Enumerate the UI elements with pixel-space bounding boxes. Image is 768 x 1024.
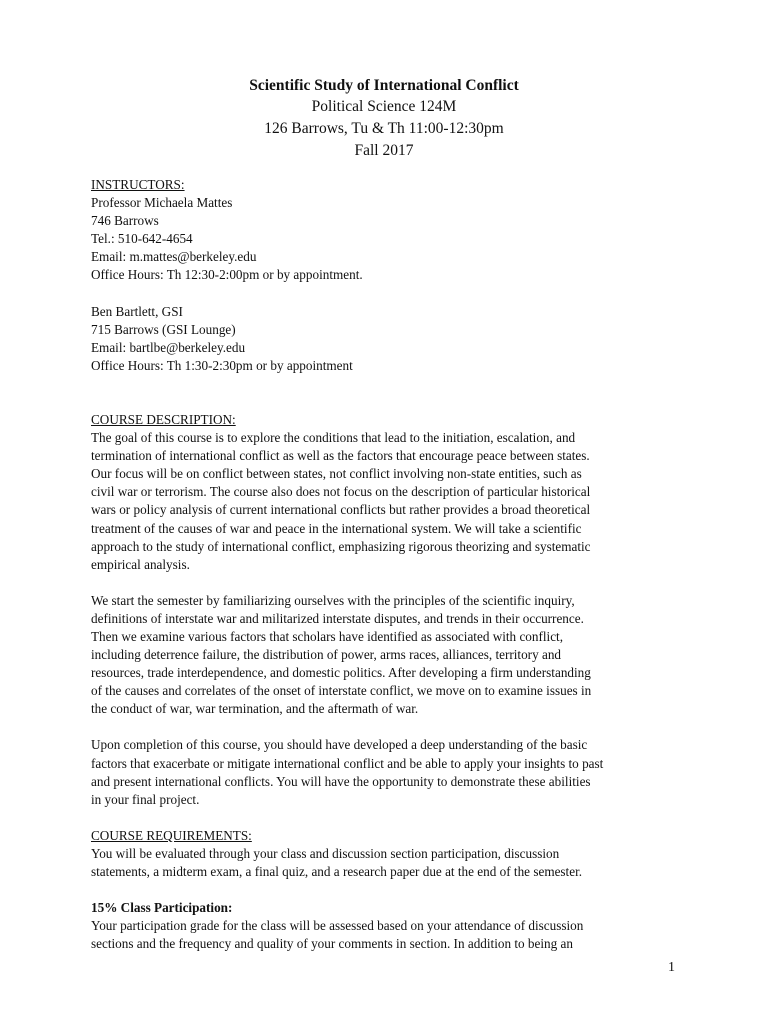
professor-email: Email: m.mattes@berkeley.edu (91, 249, 257, 265)
requirements-paragraph-2 (91, 917, 691, 953)
course-location: 126 Barrows, Tu & Th 11:00-12:30pm (264, 120, 504, 137)
gsi-office: 715 Barrows (GSI Lounge) (91, 321, 236, 337)
gsi-name: Ben Bartlett, GSI (91, 303, 183, 319)
text-line: Then we examine various factors that scholars have identified as associated with conflict, (91, 628, 564, 644)
professor-name: Professor Michaela Mattes (91, 195, 233, 211)
text-line: factors that exacerbate or mitigate international conflict and be able to apply your insights to past (91, 755, 604, 771)
spacer (91, 809, 691, 827)
text-line: approach to the study of international conflict, emphasizing rigorous theorizing and systematic (91, 538, 591, 554)
text-line: We start the semester by familiarizing ourselves with the principles of the scientific inquiry, (91, 592, 575, 608)
page-number: 1 (668, 960, 675, 975)
professor-phone: Tel.: 510-642-4654 (91, 231, 193, 247)
text-line: You will be evaluated through your class and discussion section participation, discussion (91, 845, 560, 861)
professor-office: 746 Barrows (91, 213, 159, 229)
text-line: Upon completion of this course, you should have developed a deep understanding of the basic (91, 737, 588, 753)
class-participation-heading: 15% Class Participation: (91, 900, 233, 916)
professor-office-hours: Office Hours: Th 12:30-2:00pm or by appointment. (91, 267, 363, 283)
text-line: resources, trade interdependence, and domestic politics. After developing a firm understanding (91, 665, 591, 681)
text-line: wars or policy analysis of current international conflicts but rather provides a broad theoretical (91, 502, 591, 518)
text-line: and present international conflicts. You will have the opportunity to demonstrate these abilities (91, 773, 591, 789)
gsi-office-hours: Office Hours: Th 1:30-2:30pm or by appointment (91, 357, 353, 373)
gsi-info (91, 303, 691, 375)
text-line: civil war or terrorism. The course also does not focus on the description of particular historical (91, 484, 591, 500)
syllabus-body (91, 176, 691, 953)
description-paragraph-2 (91, 592, 691, 719)
course-description-heading: COURSE DESCRIPTION: (91, 411, 236, 427)
text-line: of the causes and correlates of the onset of interstate conflict, we move on to examine issues in (91, 683, 592, 699)
syllabus-header (0, 76, 768, 162)
spacer (91, 375, 691, 393)
spacer (91, 285, 691, 303)
text-line: The goal of this course is to explore the conditions that lead to the initiation, escalation, and (91, 430, 576, 446)
gsi-email: Email: bartlbe@berkeley.edu (91, 339, 246, 355)
text-line: Our focus will be on conflict between states, not conflict involving non-state entities, such as (91, 466, 582, 482)
course-requirements-heading: COURSE REQUIREMENTS: (91, 827, 252, 843)
spacer (91, 393, 691, 411)
text-line: in your final project. (91, 791, 200, 807)
text-line: definitions of interstate war and militarized interstate disputes, and trends in their occurrence. (91, 610, 584, 626)
professor-info (91, 194, 691, 284)
course-title: Scientific Study of International Conflict (249, 77, 519, 94)
text-line: including deterrence failure, the distribution of power, arms races, alliances, territory and (91, 647, 562, 663)
text-line: sections and the frequency and quality of your comments in section. In addition to being an (91, 936, 573, 952)
text-line: treatment of the causes of war and peace in the international system. We will take a scientific (91, 520, 582, 536)
course-term: Fall 2017 (354, 142, 414, 159)
text-line: statements, a midterm exam, a final quiz, and a research paper due at the end of the semester. (91, 864, 583, 879)
text-line: termination of international conflict as well as the factors that encourage peace between states. (91, 448, 590, 464)
course-number: Political Science 124M (311, 98, 457, 115)
text-line: the conduct of war, war termination, and the aftermath of war. (91, 701, 419, 717)
spacer (91, 574, 691, 592)
requirements-paragraph-1 (91, 845, 691, 881)
spacer (91, 881, 691, 899)
instructors-heading: INSTRUCTORS: (91, 177, 185, 192)
spacer (91, 718, 691, 736)
text-line: empirical analysis. (91, 556, 190, 572)
description-paragraph-3 (91, 736, 691, 808)
text-line: Your participation grade for the class will be assessed based on your attendance of discussion (91, 918, 584, 934)
description-paragraph-1 (91, 429, 691, 574)
